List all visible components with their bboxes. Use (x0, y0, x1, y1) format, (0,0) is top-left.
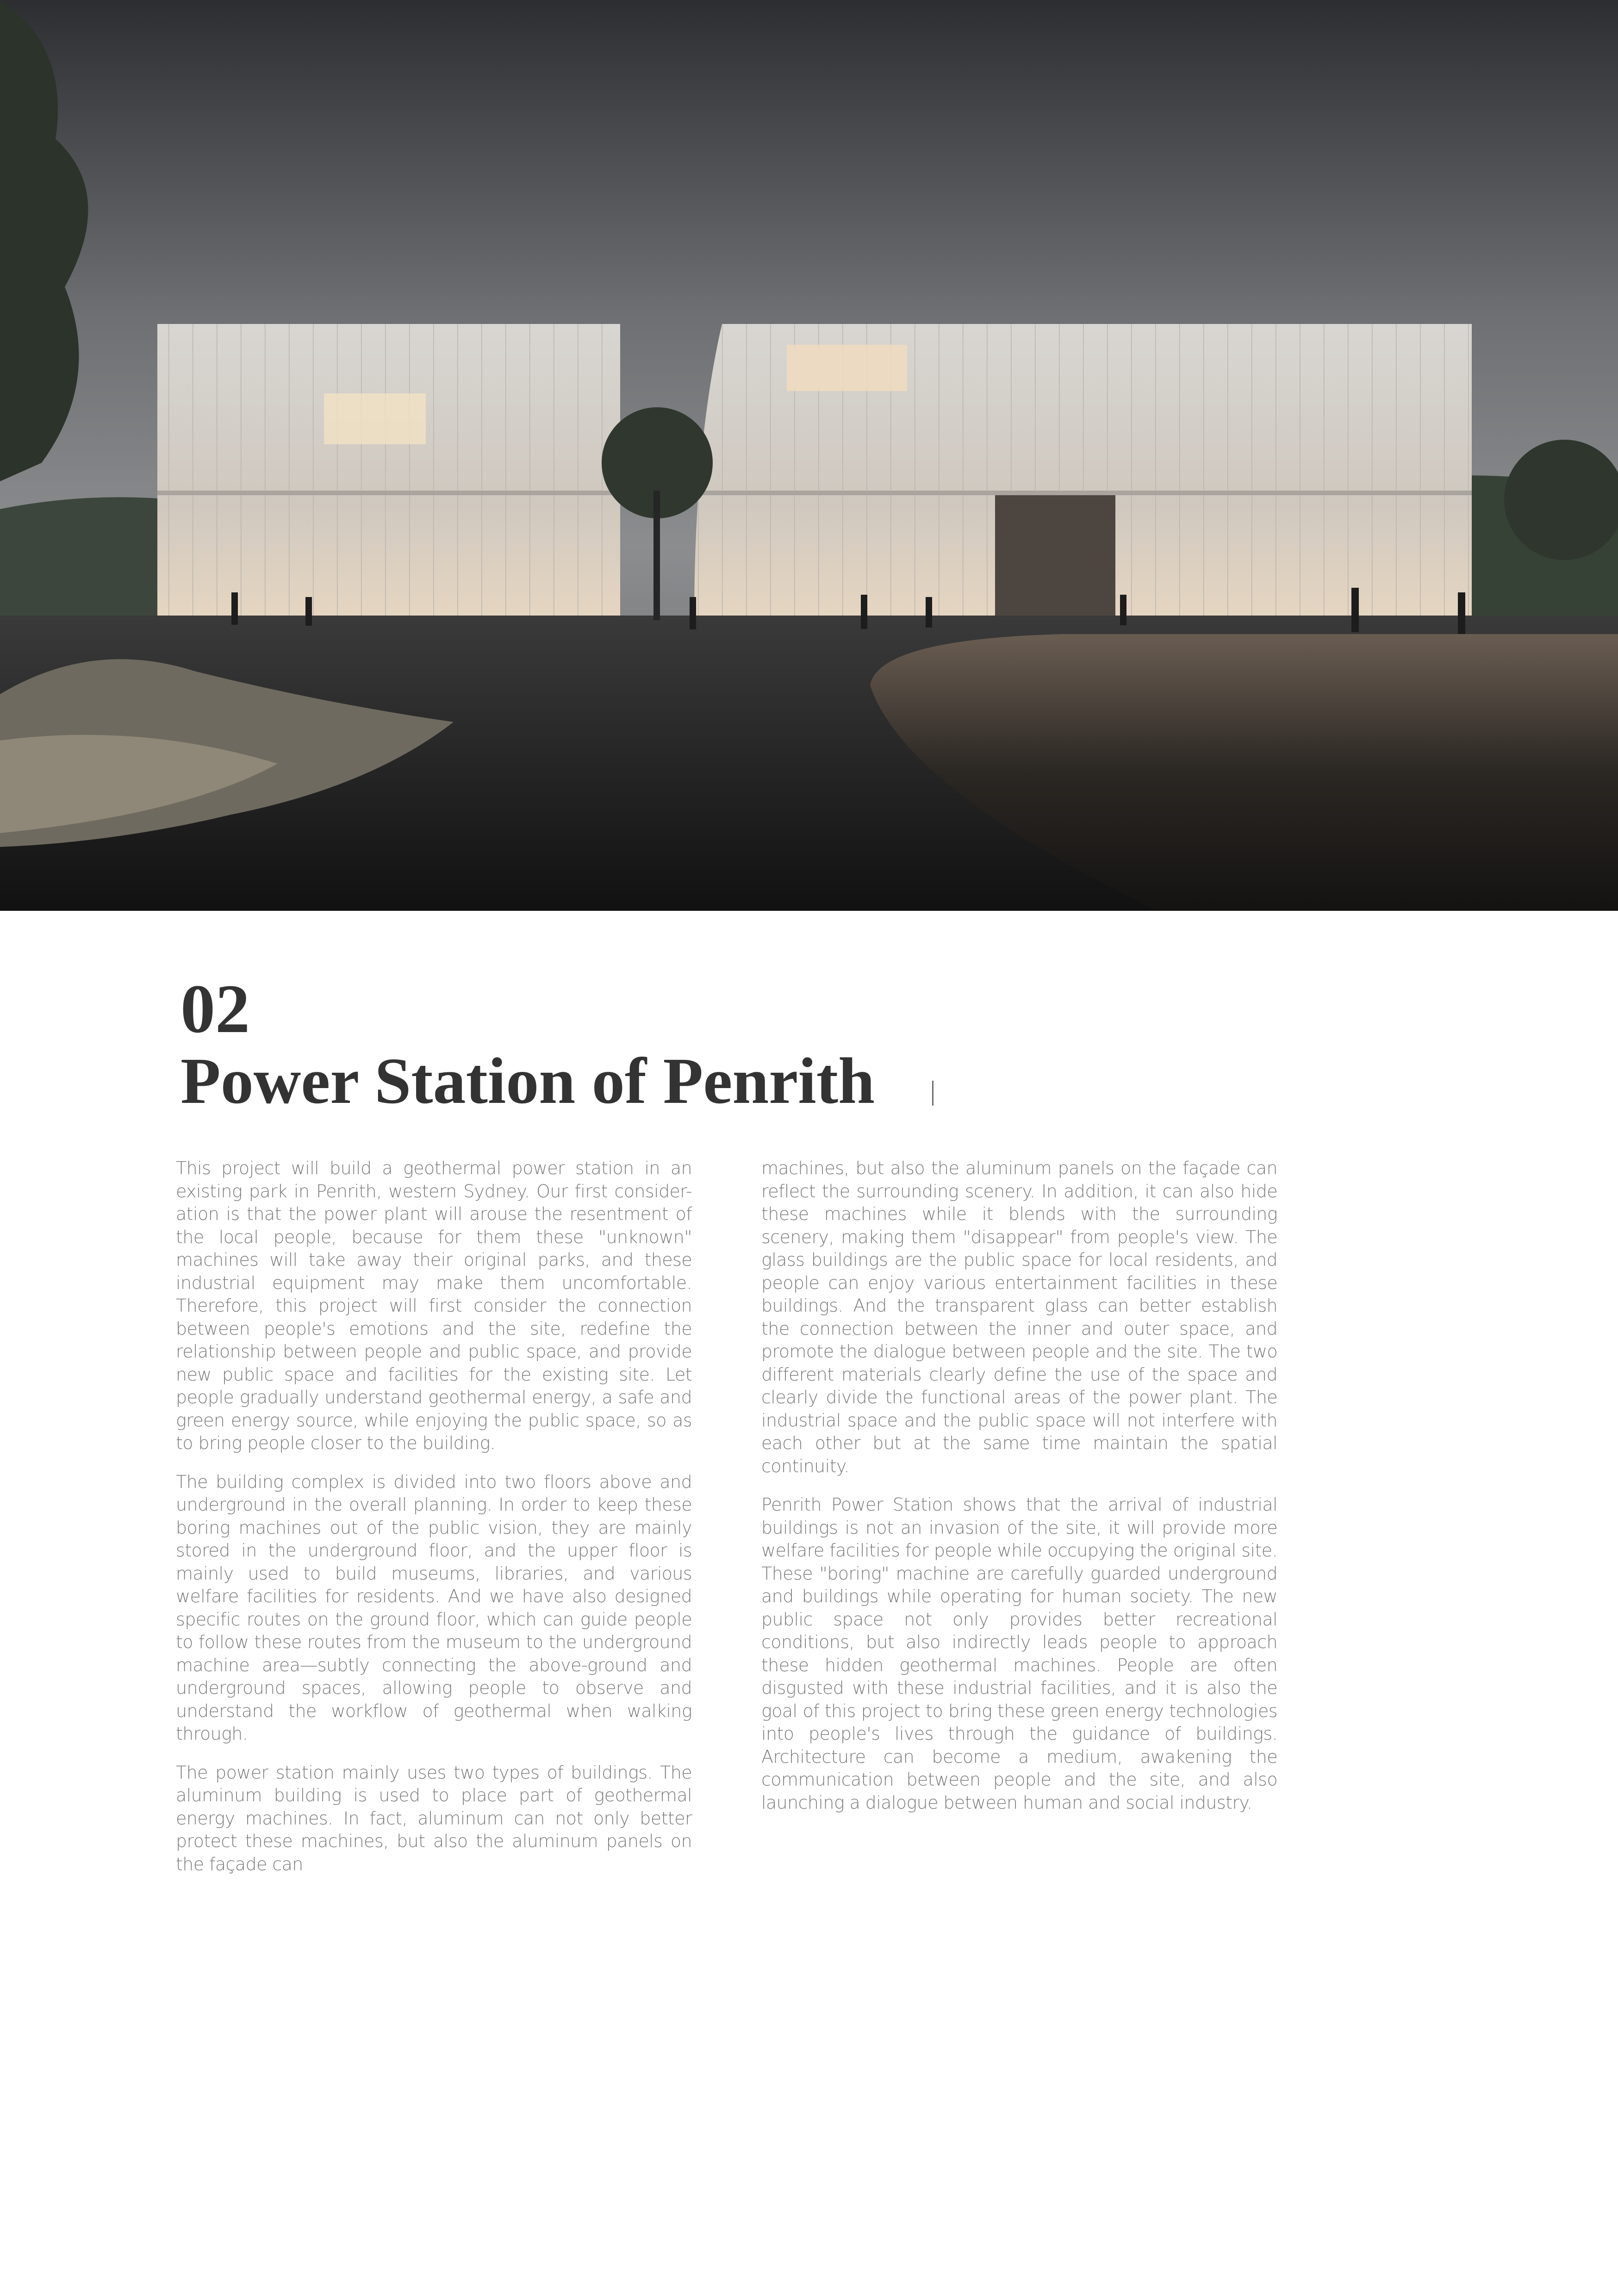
hero-rendering (0, 0, 1618, 911)
paragraph: The power station mainly uses two types of buildings. The aluminum building is used to place part of geothermal energy machines. In fact, aluminum can not only better protect these machines, but also the aluminum panels on the façade can (176, 1762, 692, 1874)
paragraph: Penrith Power Station shows that the arrival of industrial buildings is not an invasion of the site, it will provide more welfare facilities for people while occupying the original site. These "boring" machine are carefully guarded underground and buildings while operating for human society. The new public space not only provides better recreational conditions, but also indirectly leads people to approach these hidden geothermal machines. People are often disgusted with these industrial facilities, and it is also the goal of this project to bring these green energy technologies into people's lives through the guidance of buildings. Architecture can become a medium, awakening the communication between people and the site, and also launching a dialogue between human and social industry. (761, 1494, 1277, 1813)
text-column-right (761, 1157, 1277, 1830)
paragraph: The building complex is divided into two floors above and underground in the overall planning. In order to keep these boring machines out of the public vision, they are mainly stored in the underground floor, and the upper floor is mainly used to build museums, libraries, and various welfare facilities for residents. And we have also designed specific routes on the ground floor, which can guide people to follow these routes from the museum to the underground machine area—subtly connecting the above-ground and underground spaces, allowing people to observe and understand the workflow of geothermal when walking through. (176, 1471, 692, 1744)
text-column-left (176, 1157, 692, 1892)
title-divider-mark (932, 1081, 933, 1106)
architecture-rendering-image (0, 0, 1618, 911)
paragraph: machines, but also the aluminum panels on the façade can reflect the surrounding scenery. In addition, it can also hide these machines while it blends with the surrounding scenery, making them "disappear" from people's view. The glass buildings are the public space for local residents, and people can enjoy various entertainment facilities in these buildings. And the transparent glass can better establish the connection between the inner and outer space, and promote the dialogue between people and the site. The two different materials clearly define the use of the space and clearly divide the functional areas of the power plant. The industrial space and the public space will not interfere with each other but at the same time maintain the spatial continuity. (761, 1158, 1277, 1476)
paragraph: This project will build a geothermal power station in an existing park in Penrith, western Sydney. Our first consider- ation is that the power plant will arouse the resentment of the local people, because for them these "unknown" machines will take away their original parks, and these industrial equipment may make them uncomfortable. Therefore, this project will first consider the connection between people's emotions and the site, redefine the relationship between people and public space, and provide new public space and facilities for the existing site. Let people gradually understand geothermal energy, a safe and green energy source, while enjoying the public space, so as to bring people closer to the building. (176, 1158, 692, 1453)
project-number: 02 (180, 971, 250, 1047)
page-title: Power Station of Penrith (180, 1044, 875, 1117)
